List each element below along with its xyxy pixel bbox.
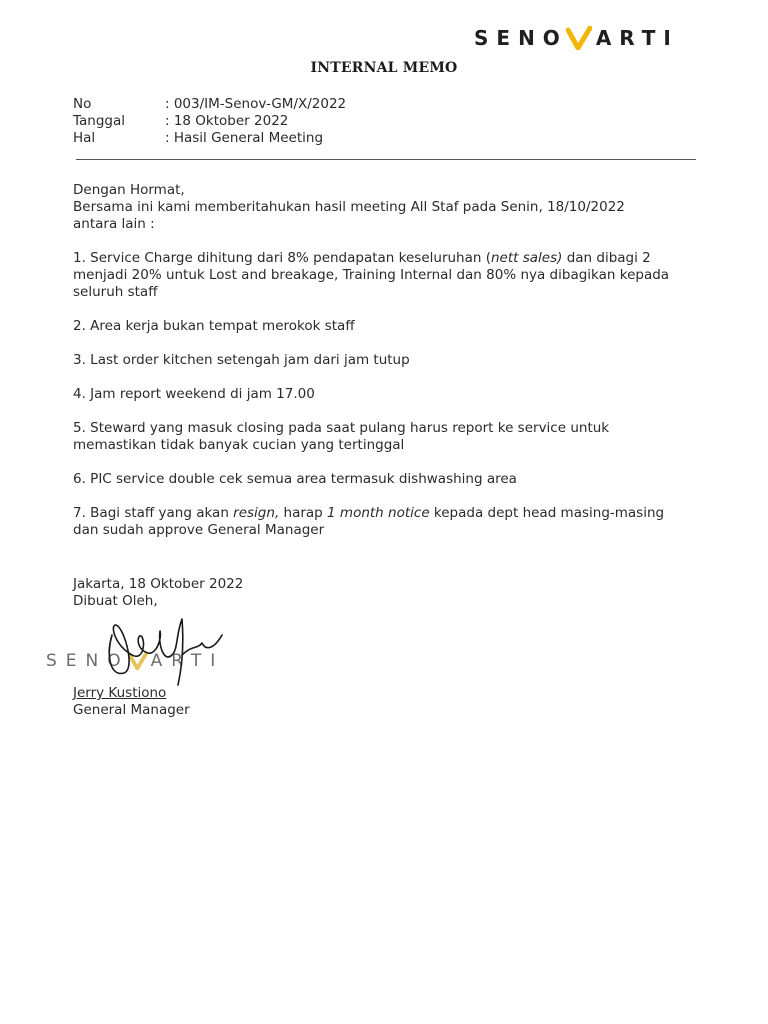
meta-row-no bbox=[73, 96, 346, 113]
handwritten-signature bbox=[102, 615, 242, 689]
made-by: Dibuat Oleh, bbox=[73, 593, 158, 609]
meta-row-date bbox=[73, 113, 346, 130]
greeting: Dengan Hormat, bbox=[73, 182, 185, 198]
signature-area bbox=[46, 615, 256, 689]
item-2: 2. Area kerja bukan tempat merokok staff bbox=[73, 318, 355, 334]
logo-text-right: ARTI bbox=[595, 26, 679, 50]
meta-value: : 003/IM-Senov-GM/X/2022 bbox=[165, 96, 347, 112]
meta-label: No bbox=[73, 96, 92, 112]
logo-text-left: SENO bbox=[474, 26, 568, 50]
item-text: 7. Bagi staff yang akan bbox=[73, 505, 234, 521]
signer-position: General Manager bbox=[73, 702, 190, 718]
v-checkmark-icon bbox=[566, 26, 592, 50]
item-4: 4. Jam report weekend di jam 17.00 bbox=[73, 386, 315, 402]
intro-line: Bersama ini kami memberitahukan hasil meeting All Staf pada Senin, 18/10/2022 bbox=[73, 199, 625, 215]
signer bbox=[73, 685, 190, 719]
closing bbox=[73, 576, 243, 610]
item-text: dan dibagi 2 bbox=[562, 250, 651, 266]
memo-meta bbox=[73, 96, 346, 147]
meta-label: Tanggal bbox=[73, 113, 126, 129]
meta-value: : Hasil General Meeting bbox=[165, 130, 324, 146]
company-logo bbox=[474, 26, 679, 50]
signer-name: Jerry Kustiono bbox=[73, 685, 167, 701]
meta-label: Hal bbox=[73, 130, 96, 146]
item-5: 5. Steward yang masuk closing pada saat pulang harus report ke service untuk bbox=[73, 420, 610, 436]
memo-body bbox=[73, 182, 713, 539]
divider bbox=[76, 159, 696, 160]
item-3: 3. Last order kitchen setengah jam dari jam tutup bbox=[73, 352, 410, 368]
item-emphasis: 1 month notice bbox=[327, 505, 430, 521]
meta-value: : 18 Oktober 2022 bbox=[165, 113, 289, 129]
stamp-text-left: SENO bbox=[46, 651, 130, 671]
item-text: kepada dept head masing-masing bbox=[429, 505, 665, 521]
item-1-line: seluruh staff bbox=[73, 284, 158, 300]
item-7-line: dan sudah approve General Manager bbox=[73, 522, 325, 538]
place-date: Jakarta, 18 Oktober 2022 bbox=[73, 576, 244, 592]
item-6: 6. PIC service double cek semua area termasuk dishwashing area bbox=[73, 471, 517, 487]
item-1-line: menjadi 20% untuk Lost and breakage, Training Internal dan 80% nya dibagikan kepada bbox=[73, 267, 670, 283]
meta-row-subject bbox=[73, 130, 346, 147]
item-emphasis: resign, bbox=[233, 505, 280, 521]
item-1 bbox=[73, 250, 713, 267]
intro-line: antara lain : bbox=[73, 216, 155, 232]
item-text: harap bbox=[279, 505, 328, 521]
stamp-text-right: ARTI bbox=[150, 651, 225, 671]
item-7 bbox=[73, 505, 713, 522]
item-5-line: memastikan tidak banyak cucian yang tertinggal bbox=[73, 437, 405, 453]
item-emphasis: nett sales) bbox=[491, 250, 563, 266]
item-text: 1. Service Charge dihitung dari 8% pendapatan keseluruhan ( bbox=[73, 250, 491, 266]
memo-title: INTERNAL MEMO bbox=[310, 60, 458, 76]
